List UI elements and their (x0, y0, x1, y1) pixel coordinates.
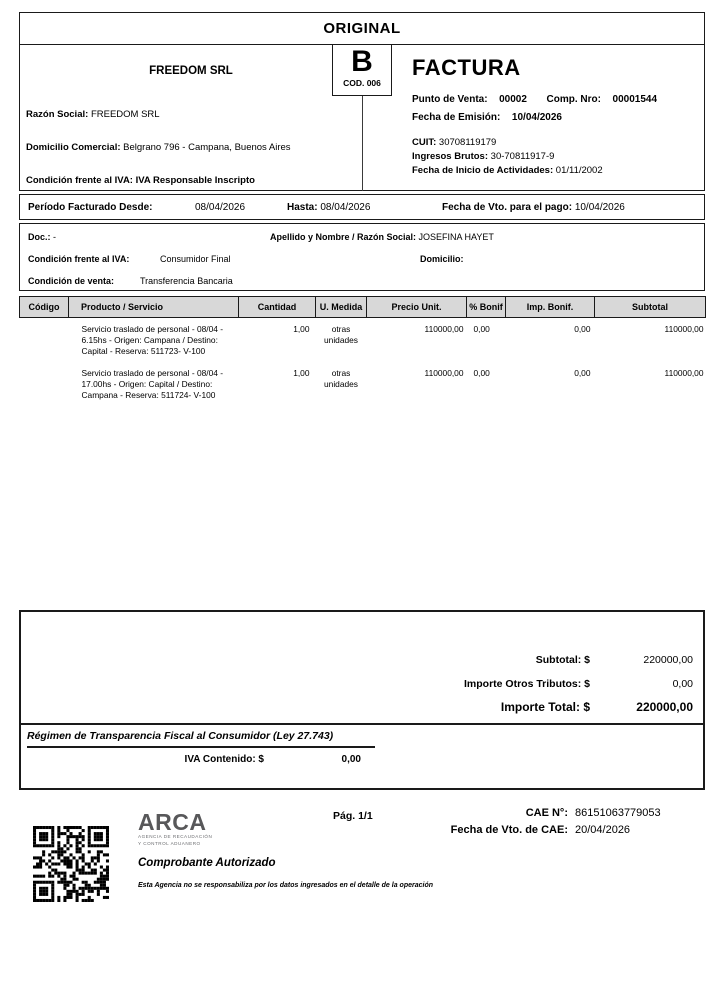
item-medida: otras unidades (324, 324, 358, 345)
invoice-header-block (412, 55, 657, 176)
seller-domicilio-row (26, 142, 291, 153)
seller-iva-row (26, 175, 255, 186)
invoice-letter-box (332, 44, 392, 96)
header-divider (362, 95, 363, 191)
punto-venta-value: 00002 (499, 94, 527, 105)
col-subtotal: Subtotal (595, 297, 706, 318)
invoice-letter-code: COD. 006 (343, 78, 381, 88)
razon-social-label: Razón Social: (26, 109, 89, 120)
customer-iva-value: Consumidor Final (160, 254, 231, 264)
arca-logo-subtitle-1: AGENCIA DE RECAUDACIÓN (138, 834, 213, 839)
invoice-title: FACTURA (412, 55, 521, 80)
inicio-actividades-row (412, 165, 657, 176)
item-precio: 110000,00 (424, 324, 464, 334)
ingresos-brutos-row (412, 151, 657, 162)
ingresos-brutos-label: Ingresos Brutos: (412, 151, 489, 162)
copy-label: ORIGINAL (323, 20, 401, 37)
fecha-emision-value: 10/04/2026 (511, 112, 562, 123)
fecha-emision-row (412, 112, 657, 123)
importe-total-row (21, 700, 703, 714)
arca-logo (138, 811, 212, 847)
item-precio: 110000,00 (424, 367, 464, 378)
col-bonif: % Bonif (467, 297, 506, 318)
seller-razon-social-row (26, 109, 160, 120)
customer-name-label: Apellido y Nombre / Razón Social: (270, 232, 417, 242)
transparency-title: Régimen de Transparencia Fiscal al Consumidor (Ley 27.743) (27, 730, 375, 748)
customer-name-row (270, 232, 494, 242)
customer-name-value: JOSEFINA HAYET (418, 232, 494, 242)
item-subtotal: 110000,00 (664, 324, 704, 334)
periodo-desde-label: Período Facturado Desde: (28, 202, 153, 213)
seller-iva-value: IVA Responsable Inscripto (135, 175, 255, 186)
condicion-venta-value: Transferencia Bancaria (140, 276, 233, 286)
importe-total-value: 220000,00 (636, 700, 693, 714)
item-imp-bonif: 0,00 (574, 367, 591, 378)
doc-row (28, 232, 56, 242)
col-codigo: Código (20, 297, 69, 318)
comprobante-autorizado: Comprobante Autorizado (138, 857, 276, 869)
periodo-desde-value: 08/04/2026 (195, 202, 246, 213)
cuit-row (412, 137, 657, 148)
condicion-venta-label: Condición de venta: (28, 276, 115, 286)
periodo-hasta-value: 08/04/2026 (320, 202, 371, 213)
iva-contenido-value: 0,00 (341, 754, 361, 765)
item-codigo (20, 362, 69, 406)
header-box (19, 45, 705, 191)
subtotal-label: Subtotal: $ (535, 654, 590, 666)
periodo-hasta-label: Hasta: (287, 202, 318, 213)
customer-iva-label: Condición frente al IVA: (28, 254, 130, 264)
qr-code (33, 826, 109, 902)
totals-box (19, 610, 705, 790)
item-subtotal: 110000,00 (664, 367, 704, 378)
table-row (20, 362, 706, 406)
periodo-hasta-row (287, 202, 370, 213)
cuit-label: CUIT: (412, 137, 437, 148)
iva-contenido-label: IVA Contenido: $ (184, 754, 264, 765)
cuit-value: 30708119179 (438, 137, 497, 148)
copy-label-band (19, 12, 705, 45)
otros-tributos-value: 0,00 (672, 678, 693, 690)
domicilio-comercial-label: Domicilio Comercial: (26, 142, 121, 153)
vto-pago-row (442, 202, 625, 213)
doc-label: Doc.: (28, 232, 51, 242)
arca-logo-subtitle-2: Y CONTROL ADUANERO (138, 841, 201, 846)
seller-iva-label: Condición frente al IVA: (26, 175, 133, 186)
item-cantidad: 1,00 (293, 324, 310, 334)
cae-label: CAE N°: (525, 807, 568, 819)
item-bonif: 0,00 (473, 367, 490, 378)
doc-value: - (53, 232, 57, 242)
inicio-actividades-value: 01/11/2002 (555, 165, 603, 176)
item-codigo (20, 318, 69, 362)
cae-vto-label: Fecha de Vto. de CAE: (450, 824, 568, 836)
item-descripcion: Servicio traslado de personal - 08/04 - 17.00hs - Origen: Capital / Destino: Campana - Reserva: 511724- V-100 (81, 367, 224, 400)
col-producto: Producto / Servicio (69, 297, 239, 318)
col-imp-bonif: Imp. Bonif. (506, 297, 595, 318)
footer-disclaimer: Esta Agencia no se responsabiliza por los datos ingresados en el detalle de la operación (138, 882, 433, 889)
otros-tributos-label: Importe Otros Tributos: $ (463, 678, 590, 690)
vto-pago-value: 10/04/2026 (574, 202, 625, 213)
cae-block (420, 807, 680, 836)
cae-value: 86151063779053 (575, 807, 661, 819)
comp-nro-value: 00001544 (612, 94, 658, 105)
item-descripcion: Servicio traslado de personal - 08/04 - 6.15hs - Origen: Campana / Destino: Capital - Reserva: 511723- V-100 (81, 324, 224, 356)
punto-venta-row (412, 94, 657, 105)
iva-contenido-row (21, 754, 361, 765)
punto-venta-label: Punto de Venta: (412, 94, 488, 105)
cae-vto-value: 20/04/2026 (575, 824, 631, 836)
inicio-actividades-label: Fecha de Inicio de Actividades: (412, 165, 554, 176)
col-medida: U. Medida (316, 297, 367, 318)
customer-box (19, 223, 705, 291)
items-table (19, 296, 706, 406)
importe-total-label: Importe Total: $ (500, 700, 590, 714)
table-row (20, 318, 706, 362)
totals-divider (19, 723, 705, 725)
period-band (19, 194, 705, 220)
company-name: FREEDOM SRL (149, 65, 233, 77)
item-bonif: 0,00 (473, 324, 490, 334)
subtotal-row (21, 654, 703, 666)
invoice-letter: B (351, 45, 373, 78)
customer-domicilio-label: Domicilio: (420, 254, 464, 264)
ingresos-brutos-value: 30-70811917-9 (490, 151, 555, 162)
otros-tributos-row (21, 678, 703, 690)
fecha-emision-label: Fecha de Emisión: (412, 112, 501, 123)
item-medida: otras unidades (324, 367, 358, 389)
page-number: Pág. 1/1 (333, 810, 373, 822)
subtotal-value: 220000,00 (643, 654, 693, 666)
item-cantidad: 1,00 (293, 367, 310, 378)
col-cantidad: Cantidad (239, 297, 316, 318)
comp-nro-label: Comp. Nro: (546, 94, 601, 105)
item-imp-bonif: 0,00 (574, 324, 591, 334)
customer-domicilio-row (420, 254, 464, 264)
vto-pago-label: Fecha de Vto. para el pago: (442, 202, 573, 213)
items-header-row (20, 297, 706, 318)
col-precio: Precio Unit. (367, 297, 467, 318)
domicilio-comercial-value: Belgrano 796 - Campana, Buenos Aires (123, 142, 291, 153)
razon-social-value: FREEDOM SRL (90, 109, 160, 120)
arca-logo-text: ARCA (138, 809, 207, 835)
